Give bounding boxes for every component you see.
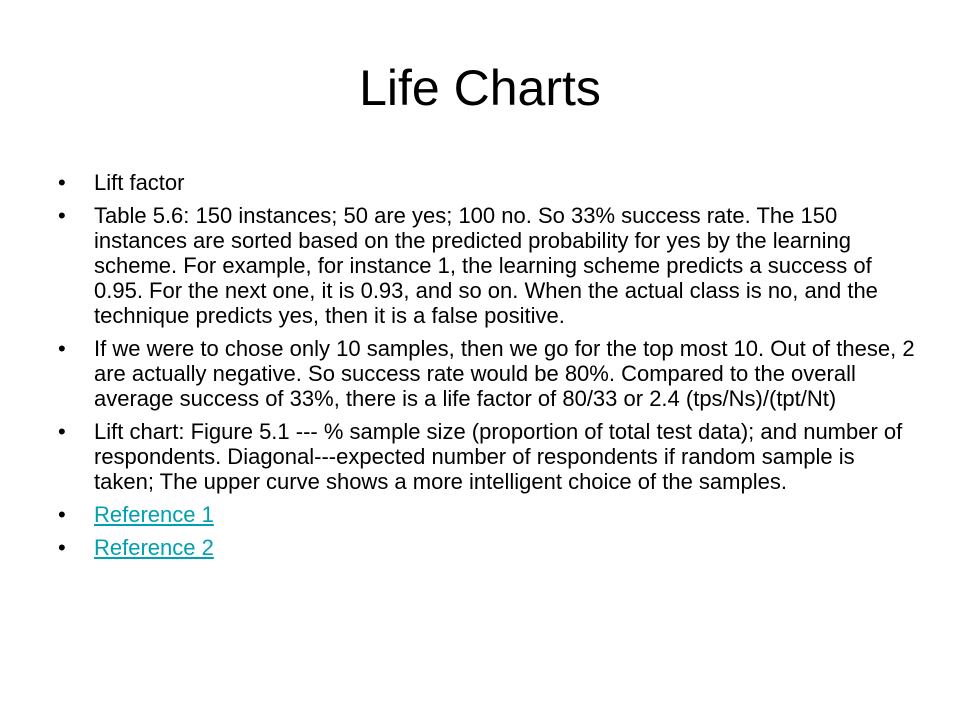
bullet-dot-icon: • bbox=[58, 502, 66, 527]
bullet-lift-chart bbox=[58, 419, 918, 494]
bullet-dot-icon: • bbox=[58, 336, 66, 361]
bullet-ten-samples bbox=[58, 336, 918, 411]
bullet-reference-2 bbox=[58, 535, 918, 560]
bullet-dot-icon: • bbox=[58, 419, 66, 444]
bullet-dot-icon: • bbox=[58, 203, 66, 228]
reference-1-link[interactable]: Reference 1 bbox=[94, 502, 214, 527]
bullet-text: Lift factor bbox=[94, 170, 185, 195]
slide-title: Life Charts bbox=[359, 60, 601, 116]
bullet-lift-factor bbox=[58, 170, 918, 195]
bullet-dot-icon: • bbox=[58, 170, 66, 195]
reference-2-link[interactable]: Reference 2 bbox=[94, 535, 214, 560]
bullet-text: Lift chart: Figure 5.1 --- % sample size (proportion of total test data); and number of respondents. Diagonal---expected number of respondents if random sample is taken; The upper curve shows a more intelligent choice of the samples. bbox=[94, 419, 903, 494]
bullet-text: If we were to chose only 10 samples, then we go for the top most 10. Out of these, 2 are actually negative. So success rate would be 80%. Compared to the overall average success of 33%, there is a life factor of 80/33 or 2.4 (tps/Ns)/(tpt/Nt) bbox=[94, 336, 915, 411]
bullet-table-5-6 bbox=[58, 203, 918, 328]
bullet-list bbox=[58, 170, 918, 568]
bullet-dot-icon: • bbox=[58, 535, 66, 560]
bullet-text: Table 5.6: 150 instances; 50 are yes; 100 no. So 33% success rate. The 150 instances are sorted based on the predicted probability for yes by the learning scheme. For example, for instance 1, the learning scheme predicts a success of 0.95. For the next one, it is 0.93, and so on. When the actual class is no, and the technique predicts yes, then it is a false positive. bbox=[94, 203, 878, 328]
bullet-reference-1 bbox=[58, 502, 918, 527]
